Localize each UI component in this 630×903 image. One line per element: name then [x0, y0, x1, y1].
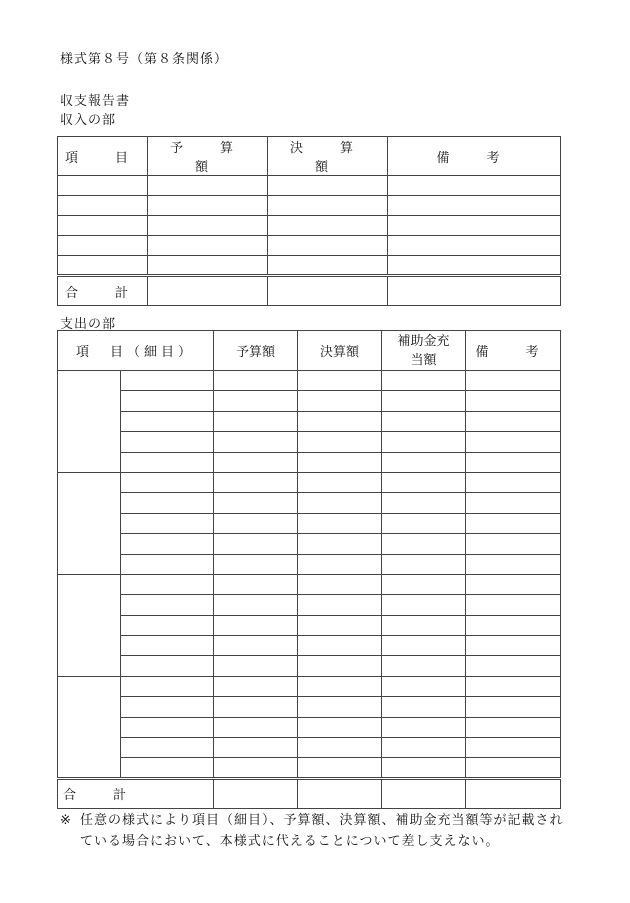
expense-header-remarks: 備 考 [466, 331, 561, 371]
table-row [58, 574, 561, 594]
expense-header-item: 項 目（細目） [58, 331, 214, 371]
table-row [58, 411, 561, 431]
income-header-budget: 予 算 額 [148, 137, 268, 176]
footnote [60, 810, 575, 852]
table-row [58, 256, 561, 276]
table-row [58, 656, 561, 676]
note-mark: ※ [60, 813, 72, 828]
table-row [58, 452, 561, 472]
table-row [58, 513, 561, 533]
form-number: 様式第８号（第８条関係） [60, 52, 229, 67]
income-header-remarks: 備 考 [388, 137, 561, 176]
table-row [58, 371, 561, 391]
table-row [58, 595, 561, 615]
expense-section-label: 支出の部 [60, 317, 117, 332]
table-row [58, 738, 561, 758]
table-row [58, 676, 561, 696]
table-row [58, 717, 561, 737]
report-title: 収支報告書 [60, 94, 131, 109]
income-section-label: 収入の部 [60, 113, 117, 128]
table-row [58, 493, 561, 513]
expense-header-budget: 予算額 [214, 331, 298, 371]
table-row [58, 176, 561, 196]
table-row [58, 554, 561, 574]
income-table [57, 136, 561, 306]
footnote-text: 任意の様式により項目（細目）、予算額、決算額、補助金充当額等が記載されている場合において、本様式に代えることについて差し支えない。 [80, 813, 564, 849]
expense-table [57, 330, 561, 809]
table-row [58, 216, 561, 236]
table-row [58, 432, 561, 452]
expense-header-subsidy: 補助金充当額 [382, 331, 466, 371]
table-row [58, 697, 561, 717]
expense-header-actual: 決算額 [298, 331, 382, 371]
table-row [58, 534, 561, 554]
income-total-label: 合 計 [58, 276, 148, 306]
income-header-actual: 決 算 額 [268, 137, 388, 176]
table-row [58, 391, 561, 411]
table-row [58, 758, 561, 778]
table-row [58, 615, 561, 635]
table-row [58, 472, 561, 492]
table-row [58, 196, 561, 216]
table-row [58, 636, 561, 656]
expense-total-label: 合 計 [58, 778, 214, 808]
table-row [58, 236, 561, 256]
income-header-item: 項 目 [58, 137, 148, 176]
